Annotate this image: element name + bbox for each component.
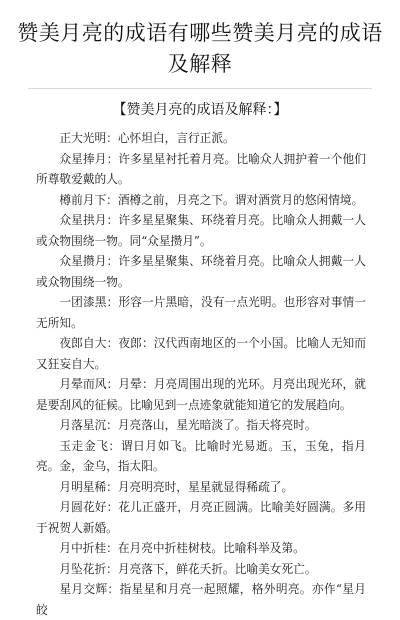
idiom-paragraph: 玉走金飞：谓日月如飞。比喻时光易逝。玉，玉兔，指月亮。金，金乌，指太阳。 — [36, 438, 366, 473]
section-heading: 【赞美月亮的成语及解释：】 — [112, 102, 288, 118]
idiom-paragraph: 月坠花折：月亮落下，鲜花夭折。比喻美女死亡。 — [59, 561, 317, 576]
idiom-list — [36, 128, 366, 620]
idiom-paragraph: 月晕而风：月晕：月亮周围出现的光环。月亮出现光环，就是要刮风的征候。比喻见到一点迹象就能知道它的发展趋向。 — [36, 377, 366, 412]
idiom-paragraph: 一团漆黑：形容一片黑暗，没有一点光明。也形容对事情一无所知。 — [36, 295, 366, 330]
idiom-paragraph: 众星拱月：许多星星聚集、环绕着月亮。比喻众人拥戴一人或众物围绕一物。同“众星攒月”。 — [36, 213, 366, 248]
document-title — [0, 0, 400, 80]
idiom-paragraph: 众星攒月：许多星星聚集、环绕着月亮。比喻众人拥戴一人或众物围绕一物。 — [36, 254, 366, 289]
idiom-paragraph: 月中折桂：在月亮中折桂树枝。比喻科举及第。 — [59, 541, 305, 555]
title-line-1: 赞美月亮的成语有哪些赞美月亮的成语 — [17, 21, 383, 45]
idiom-paragraph: 月圆花好：花儿正盛开，月亮正圆满。比喻美好圆满。多用于祝贺人新婚。 — [36, 500, 366, 535]
title-divider — [28, 88, 372, 89]
idiom-paragraph: 正大光明：心怀坦白，言行正派。 — [59, 131, 235, 145]
idiom-paragraph: 夜郎自大：夜郎：汉代西南地区的一个小国。比喻人无知而又狂妄自大。 — [36, 336, 366, 371]
title-line-2: 及解释 — [167, 52, 233, 76]
idiom-paragraph: 樽前月下：酒樽之前，月亮之下。谓对酒赏月的悠闲情境。 — [59, 192, 364, 207]
idiom-paragraph: 星月交辉：指星星和月亮一起照耀，格外明亮。亦作“星月皎 — [36, 582, 366, 617]
idiom-paragraph: 月落星沉：月亮落山，星光暗淡了。指天将亮时。 — [59, 418, 317, 432]
idiom-paragraph: 月明星稀：月亮明亮时，星星就显得稀疏了。 — [59, 479, 294, 494]
idiom-paragraph: 众星捧月：许多星星衬托着月亮。比喻众人拥护着一个他们所尊敬爱戴的人。 — [36, 151, 366, 186]
